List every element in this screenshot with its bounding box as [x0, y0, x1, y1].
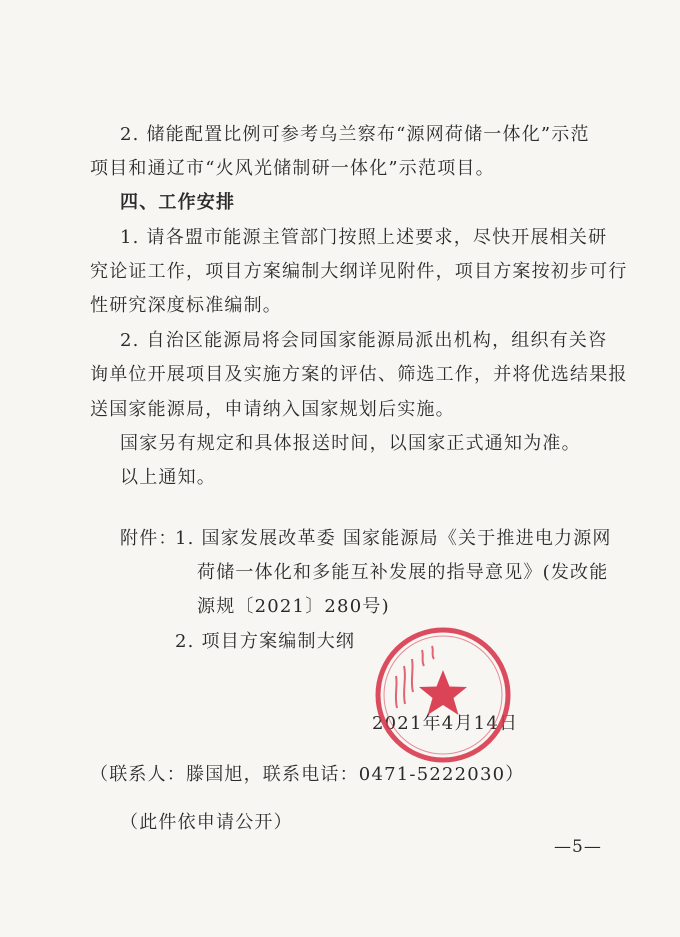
attachment-item-1: 1. 国家发展改革委 国家能源局《关于推进电力源网	[175, 528, 612, 549]
attachments-label: 附件：	[120, 528, 178, 549]
official-seal	[374, 626, 512, 764]
paragraph-line: 2. 储能配置比例可参考乌兰察布“源网荷储一体化”示范	[120, 124, 590, 145]
paragraph-line: 1. 请各盟市能源主管部门按照上述要求，尽快开展相关研	[120, 227, 608, 248]
paragraph-line: 性研究深度标准编制。	[90, 295, 282, 316]
attachment-item-1-cont: 源规〔2021〕280号)	[197, 596, 390, 617]
paragraph-line: 送国家能源局，申请纳入国家规划后实施。	[90, 399, 455, 420]
disclosure-line: （此件依申请公开）	[120, 812, 293, 833]
paragraph-line: 项目和通辽市“火风光储制研一体化”示范项目。	[90, 158, 495, 179]
document-date: 2021年4月14日	[372, 713, 519, 734]
section-heading: 四、工作安排	[120, 192, 236, 213]
paragraph-line: 2. 自治区能源局将会同国家能源局派出机构，组织有关咨	[120, 330, 608, 351]
seal-star-icon	[419, 670, 467, 715]
note-line: 国家另有规定和具体报送时间，以国家正式通知为准。	[120, 433, 581, 454]
attachment-item-1-cont: 荷储一体化和多能互补发展的指导意见》(发改能	[197, 562, 609, 583]
paragraph-line: 询单位开展项目及实施方案的评估、筛选工作，并将优选结果报	[90, 364, 628, 385]
paragraph-line: 究论证工作，项目方案编制大纲详见附件，项目方案按初步可行	[90, 261, 628, 282]
page-number: —5—	[554, 837, 602, 857]
contact-line: （联系人：滕国旭，联系电话：0471-5222030）	[90, 764, 525, 785]
closing-line: 以上通知。	[120, 467, 216, 488]
attachment-item-2: 2. 项目方案编制大纲	[175, 631, 356, 652]
